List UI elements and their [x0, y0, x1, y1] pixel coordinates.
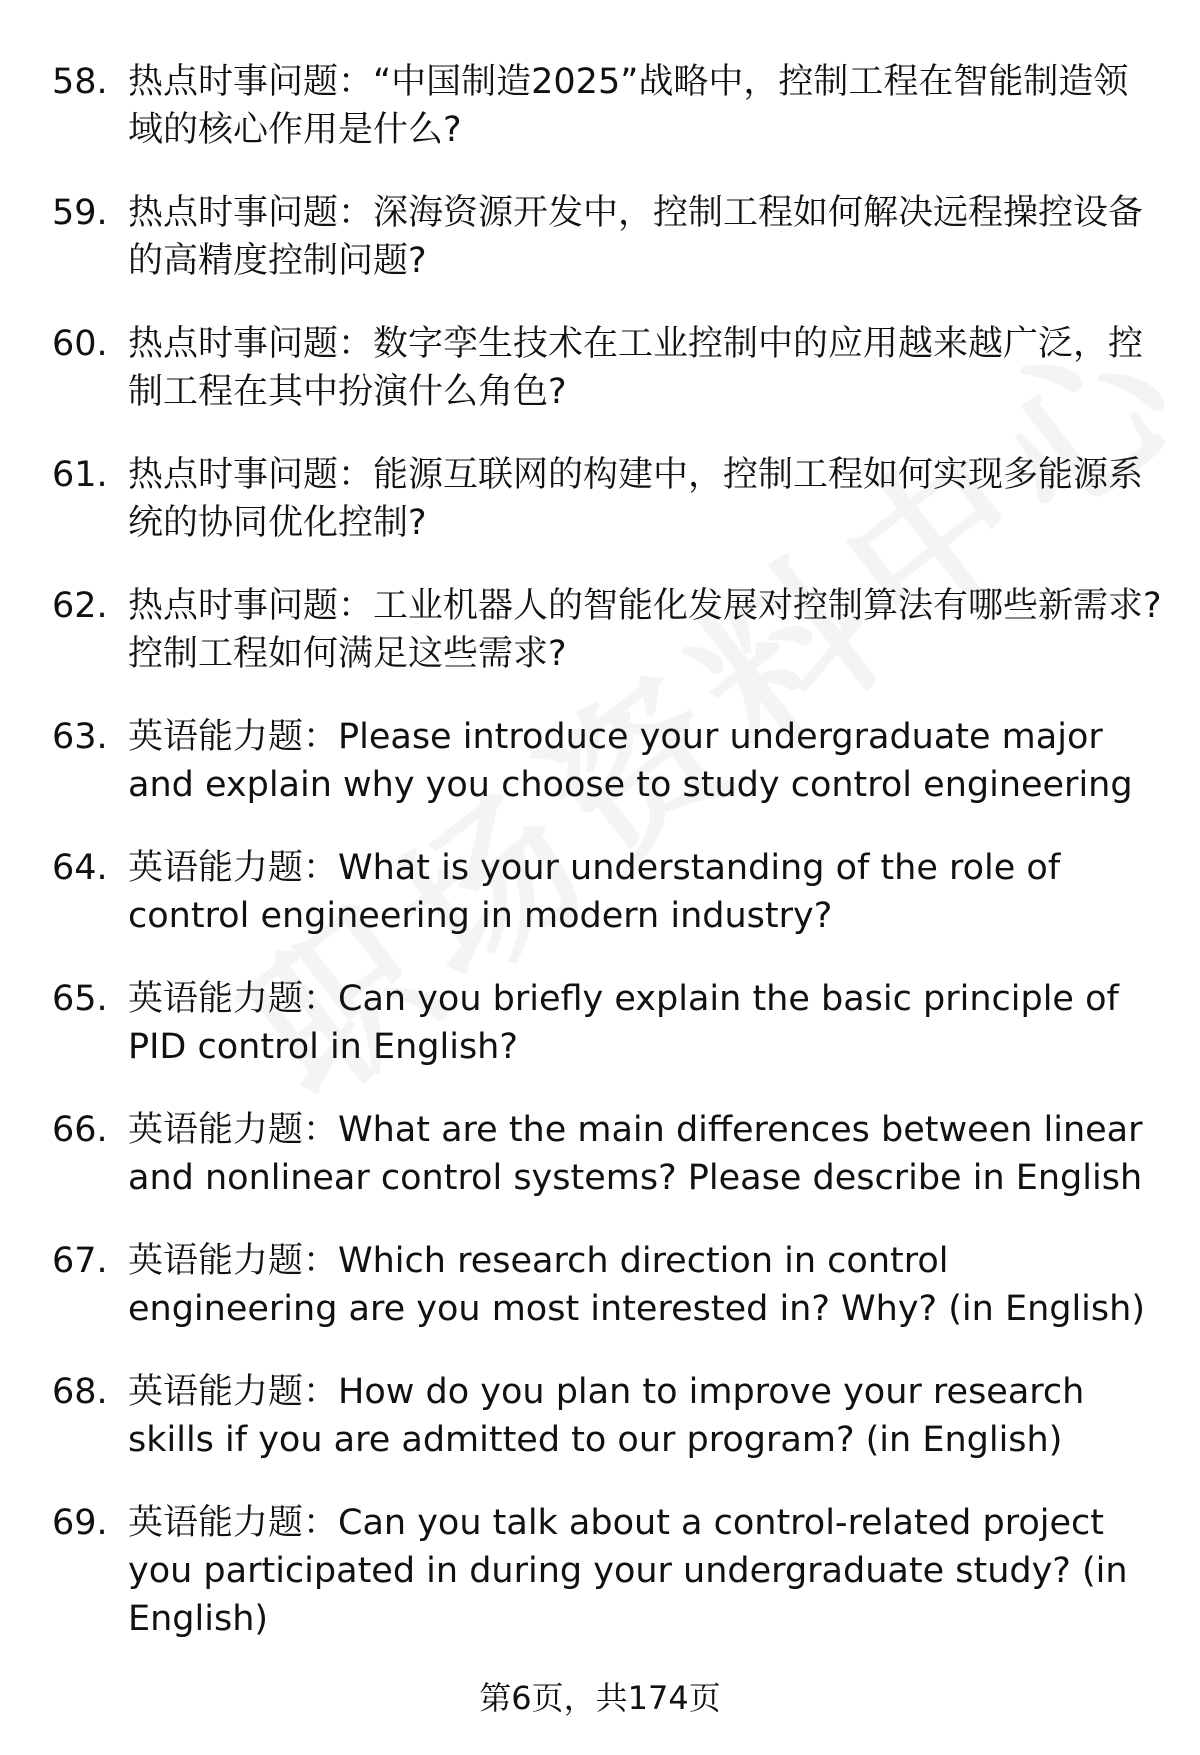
question-item	[52, 1237, 1162, 1333]
question-body	[128, 320, 1162, 416]
question-number: 62.	[52, 586, 108, 626]
question-category: 英语能力题：	[128, 979, 339, 1019]
question-text: Can you talk about a control-related project you participated in during your undergraduate study? (in English)	[128, 1503, 1128, 1639]
question-category: 热点时事问题：	[128, 586, 374, 626]
question-category: 热点时事问题：	[128, 324, 374, 364]
question-number: 59.	[52, 193, 108, 233]
question-category: 英语能力题：	[128, 1241, 339, 1281]
question-number: 66.	[52, 1110, 108, 1150]
question-item	[52, 1499, 1162, 1643]
question-category: 英语能力题：	[128, 848, 339, 888]
question-item	[52, 320, 1162, 416]
question-item	[52, 1106, 1162, 1202]
question-body	[128, 58, 1162, 154]
question-text: Can you briefly explain the basic principle of PID control in English?	[128, 979, 1119, 1067]
question-category: 热点时事问题：	[128, 193, 374, 233]
question-number: 65.	[52, 979, 108, 1019]
question-text: 深海资源开发中，控制工程如何解决远程操控设备的高精度控制问题?	[128, 193, 1144, 281]
question-item	[52, 975, 1162, 1071]
question-text: 能源互联网的构建中，控制工程如何实现多能源系统的协同优化控制?	[128, 455, 1144, 543]
question-category: 英语能力题：	[128, 1503, 339, 1543]
question-body	[128, 1237, 1162, 1333]
question-text: 工业机器人的智能化发展对控制算法有哪些新需求? 控制工程如何满足这些需求?	[128, 586, 1162, 674]
question-number: 69.	[52, 1503, 108, 1543]
question-number: 63.	[52, 717, 108, 757]
question-list	[52, 58, 1162, 1643]
question-item	[52, 844, 1162, 940]
question-body	[128, 975, 1162, 1071]
question-item	[52, 1368, 1162, 1464]
question-category: 热点时事问题：	[128, 455, 374, 495]
question-number: 64.	[52, 848, 108, 888]
question-body	[128, 713, 1162, 809]
question-body	[128, 1106, 1162, 1202]
question-text: How do you plan to improve your research skills if you are admitted to our program? (in English)	[128, 1372, 1085, 1460]
question-body	[128, 451, 1162, 547]
question-category: 英语能力题：	[128, 1372, 339, 1412]
question-item	[52, 58, 1162, 154]
question-item	[52, 189, 1162, 285]
question-body	[128, 844, 1162, 940]
page-footer	[0, 1678, 1200, 1718]
question-text: Please introduce your undergraduate major and explain why you choose to study control engineering	[128, 717, 1133, 805]
page-number-label: 第6页，共174页	[479, 1679, 721, 1717]
question-item	[52, 451, 1162, 547]
question-category: 英语能力题：	[128, 717, 339, 757]
question-number: 58.	[52, 62, 108, 102]
question-number: 60.	[52, 324, 108, 364]
question-body	[128, 1368, 1162, 1464]
question-category: 英语能力题：	[128, 1110, 339, 1150]
question-text: 数字孪生技术在工业控制中的应用越来越广泛，控制工程在其中扮演什么角色?	[128, 324, 1144, 412]
question-number: 68.	[52, 1372, 108, 1412]
question-category: 热点时事问题：	[128, 62, 374, 102]
question-text: “中国制造2025”战略中，控制工程在智能制造领域的核心作用是什么?	[128, 62, 1129, 150]
question-text: Which research direction in control engineering are you most interested in? Why? (in English)	[128, 1241, 1145, 1329]
question-body	[128, 582, 1162, 678]
question-text: What is your understanding of the role of control engineering in modern industry?	[128, 848, 1061, 936]
question-text: What are the main differences between linear and nonlinear control systems? Please describe in English	[128, 1110, 1143, 1198]
question-number: 67.	[52, 1241, 108, 1281]
question-item	[52, 713, 1162, 809]
question-body	[128, 189, 1162, 285]
question-item	[52, 582, 1162, 678]
question-body	[128, 1499, 1162, 1643]
question-number: 61.	[52, 455, 108, 495]
